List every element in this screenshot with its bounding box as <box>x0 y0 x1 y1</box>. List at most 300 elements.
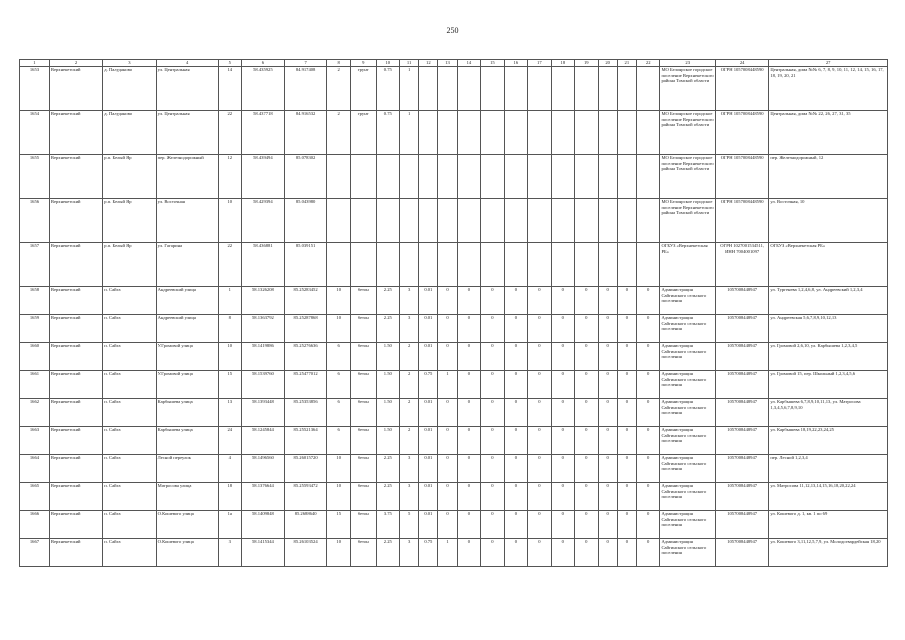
table-cell: 58.1376644 <box>242 483 285 511</box>
table-cell: 0 <box>504 455 527 483</box>
table-cell: 24 <box>218 427 241 455</box>
table-cell: 0 <box>481 315 504 343</box>
table-cell: Верхнекетский <box>49 511 102 539</box>
table-cell: 0 <box>551 315 574 343</box>
table-cell: 0 <box>438 455 457 483</box>
table-cell: 0 <box>438 343 457 371</box>
table-cell: 0 <box>504 287 527 315</box>
table-cell: 10 <box>327 539 350 567</box>
table-cell: Администрация Сайгинского сельского поселения <box>660 455 716 483</box>
table-cell: 0 <box>528 343 551 371</box>
table-cell <box>419 155 438 199</box>
table-cell: 15 <box>327 511 350 539</box>
table-cell: 85.043980 <box>284 199 327 243</box>
table-cell: 0 <box>528 315 551 343</box>
table-cell: 58.1415344 <box>242 539 285 567</box>
table-cell: Лесной переулок <box>156 455 218 483</box>
table-cell: бетон <box>350 539 376 567</box>
table-cell: 85.25276636 <box>284 343 327 371</box>
table-cell: 12 <box>218 155 241 199</box>
registry-table <box>19 59 888 567</box>
table-cell: 0 <box>504 315 527 343</box>
table-cell: 18 <box>218 483 241 511</box>
table-cell: 0.01 <box>419 315 438 343</box>
table-cell <box>575 243 598 287</box>
table-cell: 3 <box>400 315 419 343</box>
table-cell <box>438 243 457 287</box>
table-cell: 0.75 <box>419 539 438 567</box>
table-cell: бетон <box>350 315 376 343</box>
table-row <box>20 399 888 427</box>
table-cell: 85.039151 <box>284 243 327 287</box>
table-cell: 0.01 <box>419 427 438 455</box>
table-cell: 85.25353856 <box>284 399 327 427</box>
table-cell <box>481 155 504 199</box>
page-number: 250 <box>446 26 459 35</box>
table-cell: 0 <box>598 539 617 567</box>
table-cell <box>636 111 659 155</box>
table-cell <box>504 199 527 243</box>
table-cell: 1.50 <box>376 343 399 371</box>
table-cell: 0.01 <box>419 287 438 315</box>
table-cell: Верхнекетский <box>49 455 102 483</box>
table-cell: 0 <box>636 427 659 455</box>
table-cell <box>327 199 350 243</box>
table-cell <box>504 243 527 287</box>
table-cell: 58.439494 <box>242 155 285 199</box>
table-row <box>20 427 888 455</box>
table-cell: 0 <box>528 511 551 539</box>
table-cell <box>419 67 438 111</box>
table-cell: 0 <box>457 343 480 371</box>
column-header: 8 <box>327 60 350 67</box>
table-cell: ул. Карбышева 6,7,8,9,10,11,13, ул. Матросова 1,3,4,5,6,7,8,9,10 <box>769 399 888 427</box>
table-cell: Верхнекетский <box>49 243 102 287</box>
table-cell: д. Палуданово <box>103 111 156 155</box>
table-cell: 3.75 <box>376 511 399 539</box>
column-header: 2 <box>49 60 102 67</box>
table-cell: 0 <box>438 511 457 539</box>
table-cell: Администрация Сайгинского сельского поселения <box>660 343 716 371</box>
table-cell: ул. Гагарина <box>156 243 218 287</box>
table-cell: Центральная, дома №№ 6, 7, 8, 9, 10, 11, 12, 14, 15, 16, 17, 18, 19, 20, 21 <box>769 67 888 111</box>
column-header: 10 <box>376 60 399 67</box>
table-cell: Центральная, дома №№ 22, 26, 27, 31, 35 <box>769 111 888 155</box>
table-cell: п. Сайга <box>103 371 156 399</box>
table-cell: грунт <box>350 111 376 155</box>
table-cell <box>419 199 438 243</box>
table-cell: п. Сайга <box>103 539 156 567</box>
table-cell <box>481 67 504 111</box>
table-cell: 85.2688640 <box>284 511 327 539</box>
table-cell: 0 <box>528 483 551 511</box>
table-cell: О.Кошевого улица <box>156 511 218 539</box>
table-cell: 0 <box>504 371 527 399</box>
table-cell: ОГРН 1057008448590 <box>715 155 768 199</box>
table-cell: 1665 <box>20 483 50 511</box>
table-cell: 1660 <box>20 343 50 371</box>
table-cell: ОГРН 1057008448590 <box>715 111 768 155</box>
table-cell: р.п. Белый Яр <box>103 199 156 243</box>
table-cell <box>457 199 480 243</box>
table-cell: бетон <box>350 343 376 371</box>
table-cell: 0 <box>575 371 598 399</box>
table-cell: 58.1419886 <box>242 343 285 371</box>
table-cell: 0 <box>457 455 480 483</box>
table-cell: п. Сайга <box>103 287 156 315</box>
table-cell: Администрация Сайгинского сельского поселения <box>660 483 716 511</box>
column-header: 1 <box>20 60 50 67</box>
table-cell: 2 <box>327 67 350 111</box>
table-cell <box>504 155 527 199</box>
table-cell: 0 <box>617 539 636 567</box>
table-cell <box>400 243 419 287</box>
table-cell: 1.50 <box>376 427 399 455</box>
table-cell: 85.25283452 <box>284 287 327 315</box>
table-cell: 0 <box>551 399 574 427</box>
table-cell: 0 <box>598 511 617 539</box>
table-cell: 6 <box>327 371 350 399</box>
table-cell <box>504 67 527 111</box>
table-cell: 0 <box>575 427 598 455</box>
table-cell: Карбышева улица <box>156 427 218 455</box>
table-cell: 0 <box>457 483 480 511</box>
table-cell <box>551 199 574 243</box>
table-cell: Верхнекетский <box>49 315 102 343</box>
table-cell: 0 <box>617 483 636 511</box>
table-cell <box>528 155 551 199</box>
table-cell: 0 <box>504 427 527 455</box>
table-body <box>20 67 888 567</box>
table-cell: бетон <box>350 427 376 455</box>
table-cell: 0 <box>636 455 659 483</box>
table-cell: Администрация Сайгинского сельского поселения <box>660 287 716 315</box>
table-cell: Матросова улица <box>156 483 218 511</box>
table-cell: 0 <box>528 427 551 455</box>
table-cell: 0 <box>528 455 551 483</box>
table-cell: п. Сайга <box>103 399 156 427</box>
table-cell: 0 <box>617 455 636 483</box>
table-cell <box>598 67 617 111</box>
table-cell: 3 <box>400 455 419 483</box>
table-cell: 0 <box>617 343 636 371</box>
table-cell: 2.25 <box>376 455 399 483</box>
table-cell: 0 <box>481 371 504 399</box>
table-cell <box>575 155 598 199</box>
table-cell: 85.078302 <box>284 155 327 199</box>
table-cell: 2 <box>400 399 419 427</box>
table-cell: 2.25 <box>376 287 399 315</box>
table-cell <box>575 199 598 243</box>
table-cell: 85.25477012 <box>284 371 327 399</box>
table-cell: МО Белоярское городское поселение Верхнекетского района Томской области <box>660 155 716 199</box>
table-cell: 0 <box>617 315 636 343</box>
table-cell <box>504 111 527 155</box>
table-cell: Администрация Сайгинского сельского поселения <box>660 427 716 455</box>
column-header: 15 <box>481 60 504 67</box>
table-cell <box>481 199 504 243</box>
table-cell: 0 <box>636 343 659 371</box>
table-cell: 1.50 <box>376 371 399 399</box>
table-cell: 0 <box>551 455 574 483</box>
table-cell: О.Кошевого улица <box>156 539 218 567</box>
table-cell: 14 <box>218 67 241 111</box>
table-cell: 84.917408 <box>284 67 327 111</box>
column-header: 12 <box>419 60 438 67</box>
table-cell: Администрация Сайгинского сельского поселения <box>660 399 716 427</box>
table-cell: ул. Матросова 11,12,13,14,15,16,18,20,22,24 <box>769 483 888 511</box>
table-cell: 0 <box>575 539 598 567</box>
table-cell: бетон <box>350 483 376 511</box>
table-cell <box>438 67 457 111</box>
table-cell <box>598 155 617 199</box>
table-cell <box>438 155 457 199</box>
table-cell: д. Палуданово <box>103 67 156 111</box>
table-cell: Верхнекетский <box>49 111 102 155</box>
table-cell: 1656 <box>20 199 50 243</box>
table-cell <box>528 199 551 243</box>
table-cell: 0 <box>617 399 636 427</box>
table-cell: ул. Громовой 15, пер. Школьный 1,2,3,4,5,6 <box>769 371 888 399</box>
table-cell: ул. Тургенева 1,2,4,6,8, ул. Андреевский 1,2,3,4 <box>769 287 888 315</box>
table-cell: бетон <box>350 455 376 483</box>
table-cell: ул. Андреевская 5,6,7,8,9,10,12,13 <box>769 315 888 343</box>
table-cell <box>528 111 551 155</box>
table-cell: 0 <box>636 371 659 399</box>
table-row <box>20 155 888 199</box>
table-cell: ул. Центральная <box>156 67 218 111</box>
table-cell: 1 <box>400 67 419 111</box>
table-cell <box>598 199 617 243</box>
table-cell: 5 <box>400 511 419 539</box>
table-cell: 0 <box>551 483 574 511</box>
table-cell: 1057008448947 <box>715 455 768 483</box>
table-cell: 85.26015720 <box>284 455 327 483</box>
table-cell: 0 <box>438 287 457 315</box>
table-cell <box>419 111 438 155</box>
table-cell: Администрация Сайгинского сельского поселения <box>660 371 716 399</box>
table-cell: 0 <box>438 399 457 427</box>
table-cell <box>528 243 551 287</box>
table-cell: 3 <box>400 287 419 315</box>
table-cell: п. Сайга <box>103 315 156 343</box>
table-cell: 13 <box>218 399 241 427</box>
table-cell: 0 <box>481 455 504 483</box>
table-row <box>20 483 888 511</box>
table-cell: 0 <box>504 483 527 511</box>
table-cell <box>617 111 636 155</box>
column-header: 11 <box>400 60 419 67</box>
table-cell: 0.75 <box>376 111 399 155</box>
table-cell: 85.25593472 <box>284 483 327 511</box>
table-cell <box>617 67 636 111</box>
table-cell: 58.1326208 <box>242 287 285 315</box>
table-cell: 0.75 <box>376 67 399 111</box>
table-cell <box>327 243 350 287</box>
table-cell: ОГРН 1057008448590 <box>715 67 768 111</box>
table-cell: 6 <box>327 343 350 371</box>
table-cell: 0 <box>636 483 659 511</box>
table-cell: 10 <box>327 455 350 483</box>
table-cell: 0 <box>551 343 574 371</box>
table-cell: Администрация Сайгинского сельского поселения <box>660 511 716 539</box>
table-cell: 0 <box>636 511 659 539</box>
table-cell: 1666 <box>20 511 50 539</box>
table-cell: 15 <box>218 371 241 399</box>
table-cell: 0 <box>636 315 659 343</box>
table-cell: 0 <box>528 371 551 399</box>
table-cell: 1657 <box>20 243 50 287</box>
table-cell: 2.25 <box>376 483 399 511</box>
table-cell: р.п. Белый Яр <box>103 243 156 287</box>
column-header: 20 <box>598 60 617 67</box>
table-row <box>20 511 888 539</box>
table-cell: 10 <box>327 483 350 511</box>
table-cell: 1057008448947 <box>715 539 768 567</box>
table-cell: Карбышева улица <box>156 399 218 427</box>
table-cell: 0 <box>617 287 636 315</box>
table-cell <box>481 111 504 155</box>
table-cell <box>528 67 551 111</box>
table-cell: ОГБУЗ «Верхнекетская РБ» <box>660 243 716 287</box>
table-cell: 1.50 <box>376 399 399 427</box>
table-cell: 0.01 <box>419 455 438 483</box>
table-cell: 1653 <box>20 67 50 111</box>
table-cell: ул. Центральная <box>156 111 218 155</box>
table-cell: пер. Железнодорожный, 12 <box>769 155 888 199</box>
table-row <box>20 539 888 567</box>
table-cell: 1655 <box>20 155 50 199</box>
table-cell: 0 <box>575 287 598 315</box>
table-cell: 0 <box>438 483 457 511</box>
table-cell: 0 <box>528 539 551 567</box>
table-cell: 0 <box>636 539 659 567</box>
table-cell: 0 <box>481 343 504 371</box>
table-cell: 0 <box>481 399 504 427</box>
table-cell: 0 <box>457 315 480 343</box>
column-header: 24 <box>715 60 768 67</box>
table-cell: 0 <box>575 343 598 371</box>
table-cell: Андреевский улица <box>156 315 218 343</box>
table-cell: МО Белоярское городское поселение Верхнекетского района Томской области <box>660 67 716 111</box>
table-cell: ОГРН 1027001534511, ИНН 7004001097 <box>715 243 768 287</box>
table-cell: 1 <box>438 539 457 567</box>
table-cell: 0 <box>481 427 504 455</box>
table-cell: 3 <box>218 539 241 567</box>
table-cell: 0 <box>457 539 480 567</box>
table-row <box>20 343 888 371</box>
table-cell <box>617 199 636 243</box>
table-cell: 0 <box>504 539 527 567</box>
table-cell: МО Белоярское городское поселение Верхнекетского района Томской области <box>660 199 716 243</box>
table-cell: 1 <box>218 287 241 315</box>
table-cell: 0 <box>617 427 636 455</box>
table-cell: 0 <box>575 315 598 343</box>
table-cell: 1659 <box>20 315 50 343</box>
table-cell: 0.01 <box>419 511 438 539</box>
table-cell: 1057008448947 <box>715 511 768 539</box>
table-cell: МО Белоярское городское поселение Верхнекетского района Томской области <box>660 111 716 155</box>
table-cell: 1а <box>218 511 241 539</box>
table-cell: Верхнекетский <box>49 287 102 315</box>
column-header: 22 <box>636 60 659 67</box>
table-cell: 58.1539760 <box>242 371 285 399</box>
table-cell: 0 <box>598 315 617 343</box>
table-row <box>20 67 888 111</box>
table-cell: 1057008448947 <box>715 371 768 399</box>
table-cell <box>419 243 438 287</box>
table-cell: ул. Восточная, 10 <box>769 199 888 243</box>
table-cell: 1667 <box>20 539 50 567</box>
table-cell <box>481 243 504 287</box>
table-cell: 1654 <box>20 111 50 155</box>
table-cell <box>617 155 636 199</box>
table-cell <box>636 155 659 199</box>
table-cell: бетон <box>350 371 376 399</box>
table-cell: р.п. Белый Яр <box>103 155 156 199</box>
table-cell: п. Сайга <box>103 455 156 483</box>
column-header: 14 <box>457 60 480 67</box>
table-cell <box>598 243 617 287</box>
table-cell <box>327 155 350 199</box>
table-cell: Администрация Сайгинского сельского поселения <box>660 315 716 343</box>
table-cell: бетон <box>350 399 376 427</box>
table-cell: 22 <box>218 243 241 287</box>
table-cell: 0 <box>551 539 574 567</box>
table-cell <box>376 243 399 287</box>
table-cell: Верхнекетский <box>49 427 102 455</box>
table-cell: 0 <box>504 399 527 427</box>
table-cell <box>350 155 376 199</box>
table-cell <box>636 243 659 287</box>
table-cell <box>438 111 457 155</box>
header-row <box>20 60 888 67</box>
table-cell: 58.1393448 <box>242 399 285 427</box>
table-cell: 85.26103524 <box>284 539 327 567</box>
table-cell: 0 <box>457 399 480 427</box>
column-header: 6 <box>242 60 285 67</box>
table-cell: 0 <box>575 399 598 427</box>
table-cell: 0 <box>438 315 457 343</box>
table-cell: ул. Карбышева 18,19,22,23,24,25 <box>769 427 888 455</box>
table-cell <box>457 67 480 111</box>
table-cell: 0 <box>528 287 551 315</box>
table-cell: 2 <box>400 371 419 399</box>
table-cell: 58.429394 <box>242 199 285 243</box>
column-header: 9 <box>350 60 376 67</box>
table-cell: 1057008448947 <box>715 343 768 371</box>
table-cell: 0 <box>598 343 617 371</box>
table-cell: 58.1245844 <box>242 427 285 455</box>
column-header: 17 <box>528 60 551 67</box>
column-header: 19 <box>575 60 598 67</box>
table-cell: 1057008448947 <box>715 427 768 455</box>
table-cell: Верхнекетский <box>49 371 102 399</box>
table-cell: 0 <box>551 511 574 539</box>
table-cell: 1057008448947 <box>715 315 768 343</box>
column-header: 3 <box>103 60 156 67</box>
table-cell: 1057008448947 <box>715 399 768 427</box>
table-cell: ул. Кошевого д. 1, кв. 1 по 69 <box>769 511 888 539</box>
table-cell: 1658 <box>20 287 50 315</box>
table-cell: 0 <box>504 511 527 539</box>
table-cell: 0 <box>457 287 480 315</box>
column-header: 7 <box>284 60 327 67</box>
table-cell: У.Громовой улица <box>156 343 218 371</box>
table-cell <box>438 199 457 243</box>
table-cell: 1 <box>438 371 457 399</box>
table-row <box>20 455 888 483</box>
